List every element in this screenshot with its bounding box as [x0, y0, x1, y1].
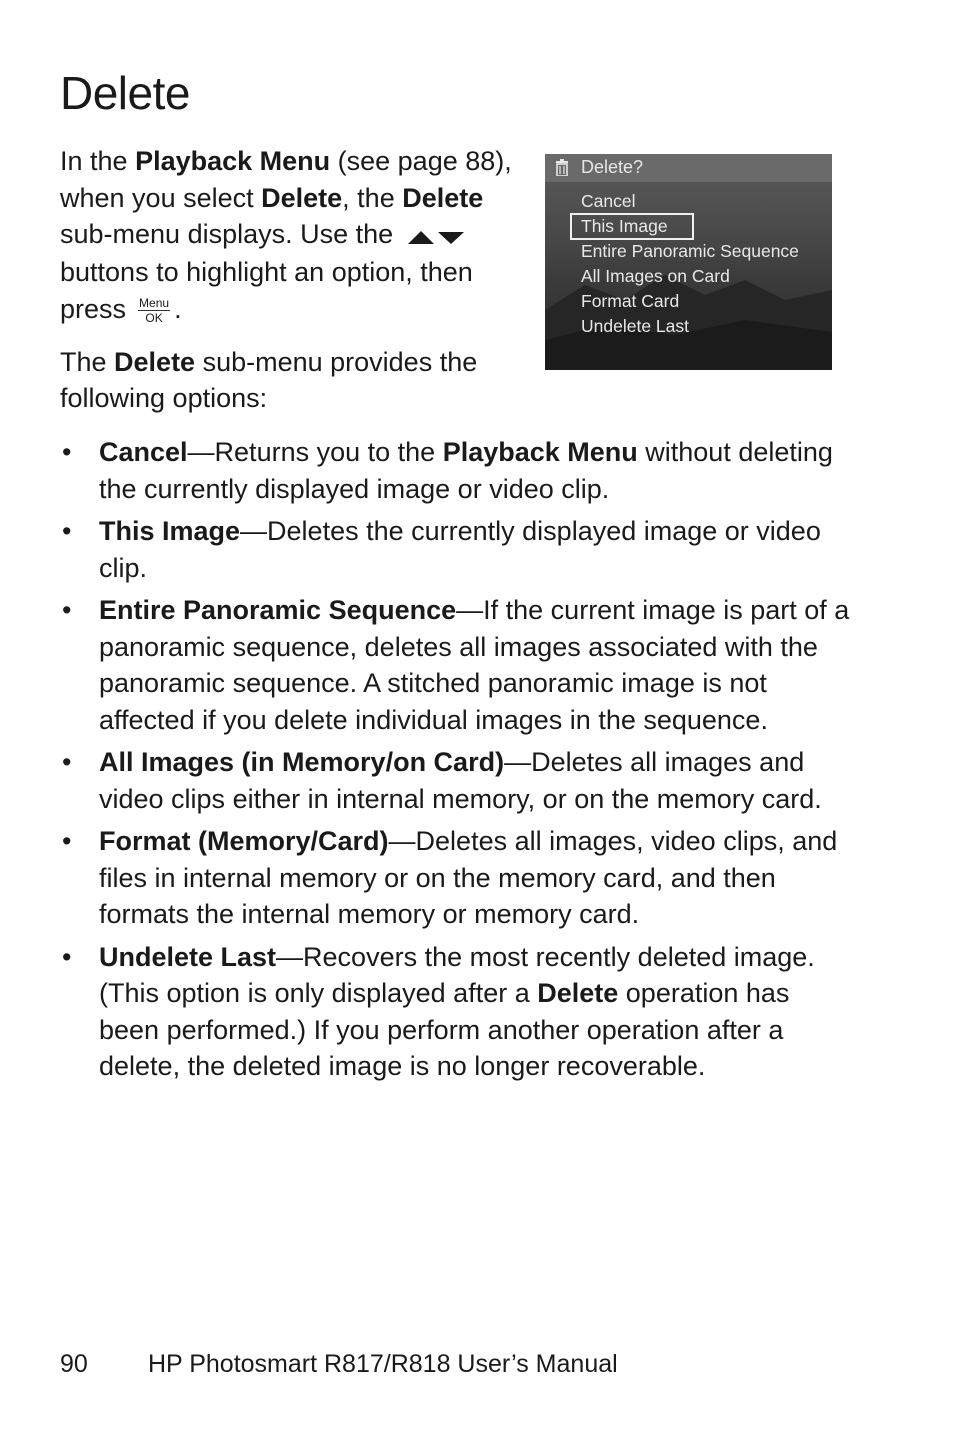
option-description: —Recovers the most recently deleted image. (This option is only displayed after a	[99, 941, 815, 1008]
bullet: •	[62, 437, 72, 467]
option-description: —If the current image is part of a panoramic sequence, deletes all images associated with the panoramic sequence. A stitched panoramic image is not affected if you delete individual images in the sequence.	[99, 595, 850, 735]
camera-screen-image	[545, 154, 832, 370]
screen-menu-item-format-card: Format Card	[581, 291, 680, 311]
intro-bold-delete: Delete	[114, 347, 196, 377]
intro-bold-delete: Delete	[402, 182, 484, 213]
screen-title: Delete?	[581, 157, 644, 177]
manual-title: HP Photosmart R817/R818 User’s Manual	[148, 1350, 618, 1378]
page-title: Delete	[60, 67, 190, 119]
option-term: Format (Memory/Card)	[99, 826, 389, 856]
option-description: —Deletes all images, video clips, and files in internal memory or on the memory card, and then formats the internal memory or memory card.	[99, 826, 838, 929]
intro-text: buttons to highlight an option, then press	[60, 257, 473, 324]
list-item	[60, 434, 850, 507]
screen-menu-item-cancel: Cancel	[581, 191, 636, 211]
intro-paragraph	[60, 143, 520, 327]
list-item	[60, 823, 850, 933]
intro-text: In the	[60, 146, 136, 176]
option-description: —Deletes all images and video clips either in internal memory, or on the memory card.	[99, 747, 822, 814]
intro-text: sub-menu displays. Use the	[60, 219, 394, 249]
intro-text: (see page 88), when you select	[60, 146, 512, 213]
option-description: without deleting the currently displayed image or video clip.	[99, 437, 833, 504]
option-term: This Image	[99, 516, 241, 546]
intro-text: The	[60, 347, 115, 377]
screen-menu-item-entire-panoramic-sequence: Entire Panoramic Sequence	[581, 241, 799, 261]
option-term: Cancel	[99, 437, 188, 467]
option-term: Undelete Last	[99, 941, 277, 972]
menu-ok-top-label: Menu	[139, 296, 170, 310]
list-item	[60, 744, 850, 817]
option-term: Entire Panoramic Sequence	[99, 595, 457, 625]
intro-text: .	[174, 293, 182, 324]
up-down-arrows-icon	[407, 218, 465, 255]
page-footer	[60, 1350, 618, 1379]
bullet: •	[62, 747, 72, 777]
intro-text: sub-menu provides the following options:	[60, 347, 478, 413]
intro-bold-playback-menu: Playback Menu	[135, 146, 331, 176]
screen-menu-item-undelete-last: Undelete Last	[581, 316, 689, 336]
list-item	[60, 939, 850, 1085]
intro-bold-delete: Delete	[261, 182, 343, 213]
option-bold-text: Playback Menu	[442, 437, 638, 467]
intro-paragraph-2	[60, 344, 520, 416]
options-list	[60, 434, 850, 1091]
list-item	[60, 592, 850, 738]
bullet: •	[62, 826, 72, 856]
option-description: —Deletes the currently displayed image or video clip.	[99, 516, 821, 583]
bullet: •	[62, 941, 72, 972]
menu-ok-button-icon	[138, 297, 170, 324]
list-item	[60, 513, 850, 586]
menu-ok-bottom-label: OK	[145, 311, 163, 325]
option-description: operation has been performed.) If you perform another operation after a delete, the deleted image is no longer recoverable.	[99, 978, 790, 1081]
option-description: —Returns you to the	[187, 437, 443, 467]
page-number: 90	[60, 1350, 88, 1378]
screen-menu-item-this-image: This Image	[581, 216, 668, 236]
trash-icon	[555, 159, 569, 176]
screen-menu-item-all-images-on-card: All Images on Card	[581, 266, 730, 286]
bullet: •	[62, 595, 72, 625]
option-bold-text: Delete	[537, 978, 619, 1008]
intro-text: , the	[342, 182, 403, 213]
bullet: •	[62, 516, 72, 546]
option-term: All Images (in Memory/on Card)	[99, 747, 505, 777]
